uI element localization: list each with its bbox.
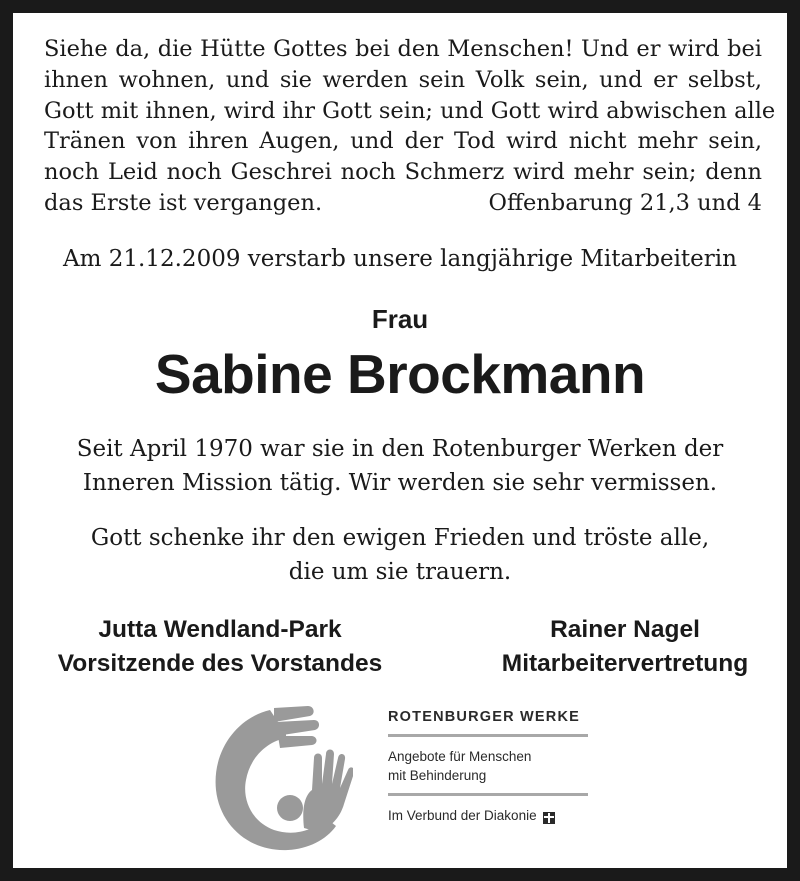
tribute-line: Seit April 1970 war sie in den Rotenburger Werken der [76,436,724,462]
deceased-title: Frau [371,304,429,334]
verse-line: Siehe da, die Hütte Gottes bei den Menschen! Und er wird bei [44,36,762,62]
signatory-name: Jutta Wendland-Park [98,616,342,643]
signature-right [470,613,780,680]
verse-line: Tränen von ihren Augen, und der Tod wird nicht mehr sein, [44,128,762,155]
signatory-role: Vorsitzende des Vorstandes [57,649,383,677]
verse-line: Gott mit ihnen, wird ihr Gott sein; und Gott wird abwischen alle [44,97,776,124]
tribute-line: Inneren Mission tätig. Wir werden sie sehr vermissen. [82,469,718,496]
divider [388,793,588,796]
organization-name: ROTENBURGER WERKE [388,709,580,725]
organization-block [388,708,590,825]
hands-logo-icon [208,700,353,860]
signature-left [45,613,395,680]
verse-last-line [44,188,762,219]
verse-line: das Erste ist vergangen. [44,189,323,216]
organization-footer [388,806,590,825]
tribute-paragraph [0,433,800,500]
blessing-line: Gott schenke ihr den ewigen Frieden und tröste alle, [90,525,710,551]
diakonie-text: Im Verbund der Diakonie [388,808,537,823]
bible-verse [44,34,776,219]
deceased-name: Sabine Brockmann [154,343,646,405]
diakonie-cross-icon [543,810,555,822]
intro-text: Am 21.12.2009 verstarb unsere langjährige Mitarbeiterin [63,246,737,272]
organization-tagline: Angebote für Menschen [388,749,532,764]
verse-reference: Offenbarung 21,3 und 4 [488,189,762,216]
blessing-line: die um sie trauern. [288,558,512,585]
organization-tagline: mit Behinderung [388,768,487,783]
verse-line: ihnen wohnen, und sie werden sein Volk sein, und er selbst, [44,66,762,93]
blessing-paragraph [0,522,800,589]
signatory-name: Rainer Nagel [550,616,700,643]
divider [388,734,588,737]
verse-line: noch Leid noch Geschrei noch Schmerz wird mehr sein; denn [44,159,762,186]
signatory-role: Mitarbeitervertretung [501,649,749,677]
